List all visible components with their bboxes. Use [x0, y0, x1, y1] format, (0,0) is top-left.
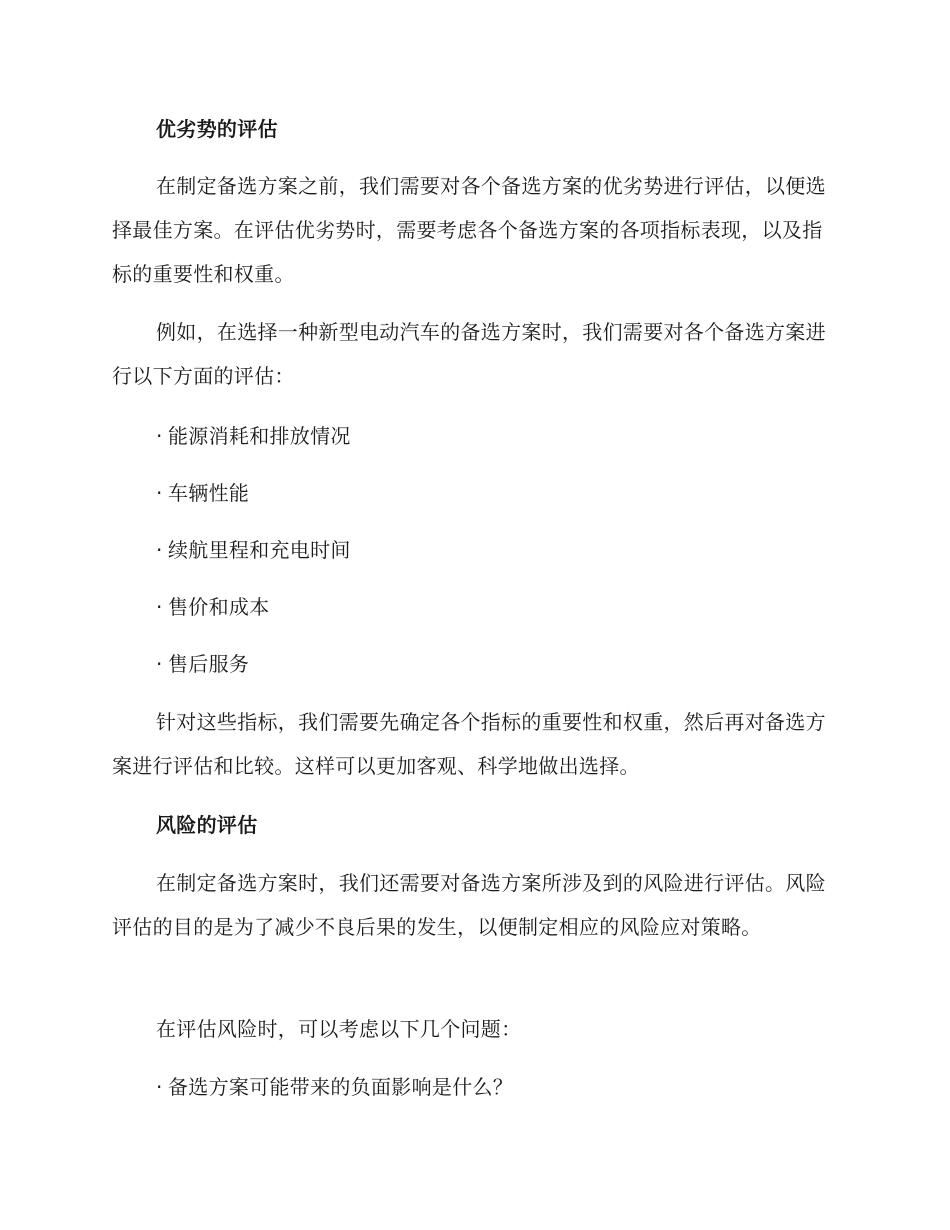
bullet-mark: · — [156, 424, 163, 448]
bullet-mark: · — [156, 538, 163, 562]
list-item — [156, 649, 249, 679]
section-heading-pros-cons: 优劣势的评估 — [156, 117, 278, 141]
paragraph-weighting: 针对这些指标，我们需要先确定各个指标的重要性和权重，然后再对备选方案进行评估和比较。这样可以更加客观、科学地做出选择。 — [112, 710, 826, 778]
list-item-text: 备选方案可能带来的负面影响是什么？ — [168, 1075, 514, 1099]
list-item — [156, 592, 270, 622]
paragraph-risk-intro: 在制定备选方案时，我们还需要对备选方案所涉及到的风险进行评估。风险评估的目的是为了减少不良后果的发生，以便制定相应的风险应对策略。 — [112, 871, 826, 939]
paragraph-ev-example: 例如，在选择一种新型电动汽车的备选方案时，我们需要对各个备选方案进行以下方面的评估： — [112, 320, 826, 388]
bullet-mark: · — [156, 595, 163, 619]
bullet-mark: · — [156, 481, 163, 505]
list-item-text: 续航里程和充电时间 — [168, 538, 351, 562]
paragraph-risk-questions: 在评估风险时，可以考虑以下几个问题： — [156, 1017, 522, 1041]
list-item — [156, 535, 351, 565]
list-item-text: 售后服务 — [168, 652, 250, 676]
paragraph-pros-cons-intro: 在制定备选方案之前，我们需要对各个备选方案的优劣势进行评估，以便选择最佳方案。在评估优劣势时，需要考虑各个备选方案的各项指标表现，以及指标的重要性和权重。 — [112, 174, 826, 286]
list-item-text: 售价和成本 — [168, 595, 270, 619]
section-heading-risk: 风险的评估 — [156, 813, 258, 837]
list-item — [156, 1072, 513, 1102]
list-item-text: 车辆性能 — [168, 481, 250, 505]
bullet-mark: · — [156, 652, 163, 676]
bullet-mark: · — [156, 1075, 163, 1099]
list-item-text: 能源消耗和排放情况 — [168, 424, 351, 448]
list-item — [156, 421, 351, 451]
list-item — [156, 478, 249, 508]
